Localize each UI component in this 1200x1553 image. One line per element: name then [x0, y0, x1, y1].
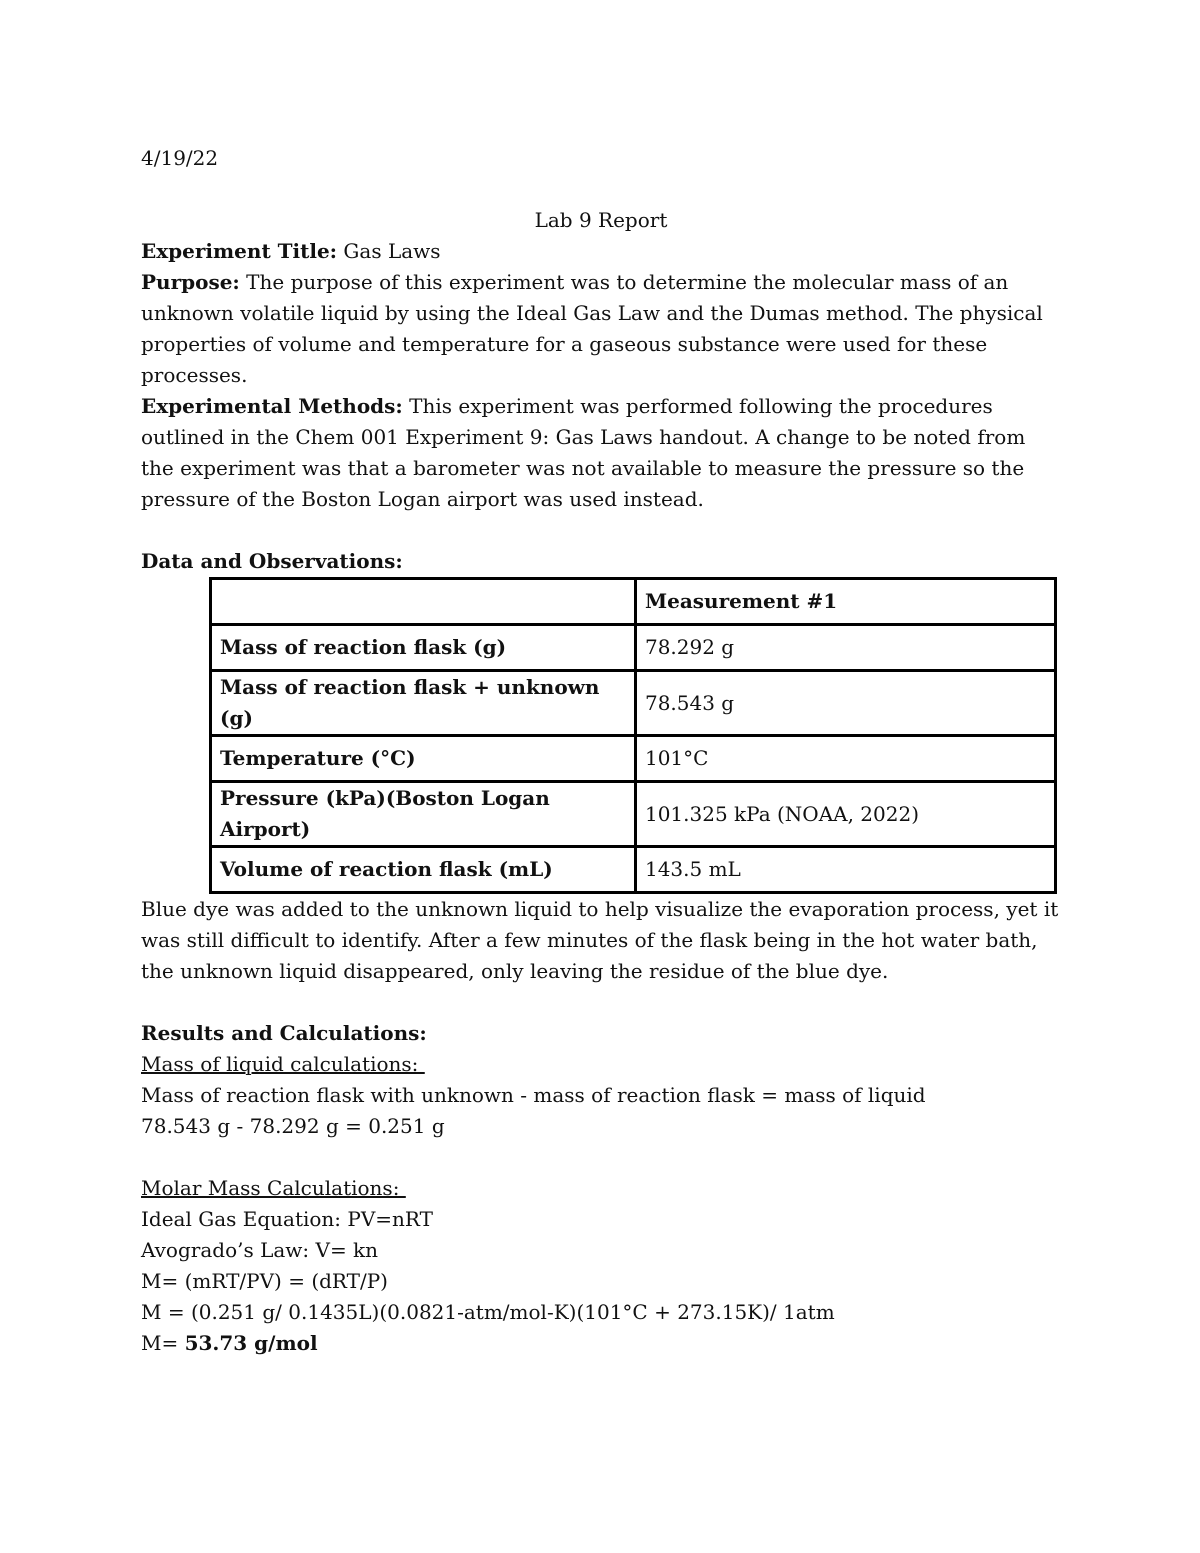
table-row	[211, 671, 1056, 736]
row-label: Mass of reaction flask (g)	[211, 625, 636, 671]
experiment-title	[141, 236, 1061, 267]
row-value: 101°C	[635, 736, 1055, 782]
molar-mass-result	[141, 1328, 1061, 1359]
ideal-gas-equation: Ideal Gas Equation: PV=nRT	[141, 1207, 433, 1231]
experiment-title-label: Experiment Title:	[141, 239, 338, 263]
row-value: 101.325 kPa (NOAA, 2022)	[635, 782, 1055, 847]
data-heading	[141, 546, 1061, 577]
table-header-row	[211, 579, 1056, 625]
row-label: Mass of reaction flask + unknown (g)	[211, 671, 636, 736]
report-title: Lab 9 Report	[534, 208, 668, 232]
molar-subheading: Molar Mass Calculations:	[141, 1176, 406, 1200]
mass-calculation: 78.543 g - 78.292 g = 0.251 g	[141, 1114, 445, 1138]
observation-paragraph: Blue dye was added to the unknown liquid to help visualize the evaporation process, yet it was still difficult to identify. After a few minutes of the flask being in the hot water bath, the unknown liquid disappeared, only leaving the residue of the blue dye.	[141, 897, 1059, 983]
table-row	[211, 625, 1056, 671]
experiment-title-value: Gas Laws	[337, 239, 441, 263]
purpose-label: Purpose:	[141, 270, 240, 294]
results-heading	[141, 1018, 1061, 1049]
row-label: Pressure (kPa)(Boston Logan Airport)	[211, 782, 636, 847]
table-header-cell: Measurement #1	[635, 579, 1055, 625]
purpose-text: The purpose of this experiment was to determine the molecular mass of an unknown volatile liquid by using the Ideal Gas Law and the Dumas method. The physical properties of volume and temperature for a gaseous substance were used for these processes.	[141, 270, 1043, 387]
mass-formula: Mass of reaction flask with unknown - mass of reaction flask = mass of liquid	[141, 1083, 926, 1107]
measurement-table	[209, 577, 1057, 894]
report-date: 4/19/22	[141, 146, 219, 170]
methods-paragraph	[141, 391, 1061, 515]
report-content	[141, 143, 1061, 1359]
table-header-cell	[211, 579, 636, 625]
methods-label: Experimental Methods:	[141, 394, 403, 418]
molar-mass-formula: M= (mRT/PV) = (dRT/P)	[141, 1269, 388, 1293]
result-prefix: M=	[141, 1331, 185, 1355]
table-row	[211, 847, 1056, 893]
molar-mass-calculation: M = (0.251 g/ 0.1435L)(0.0821-atm/mol-K)(101°C + 273.15K)/ 1atm	[141, 1300, 835, 1324]
avogadro-law: Avogrado’s Law: V= kn	[141, 1238, 379, 1262]
row-label: Volume of reaction flask (mL)	[211, 847, 636, 893]
results-heading-text: Results and Calculations:	[141, 1021, 427, 1045]
table-row	[211, 782, 1056, 847]
row-label: Temperature (°C)	[211, 736, 636, 782]
row-value: 78.292 g	[635, 625, 1055, 671]
row-value: 143.5 mL	[635, 847, 1055, 893]
methods-text: This experiment was performed following the procedures outlined in the Chem 001 Experiment 9: Gas Laws handout. A change to be noted from the experiment was that a barometer was not available to measure the pressure so the pressure of the Boston Logan airport was used instead.	[141, 394, 1026, 511]
data-heading-text: Data and Observations:	[141, 549, 403, 573]
row-value: 78.543 g	[635, 671, 1055, 736]
purpose-paragraph	[141, 267, 1061, 391]
table-row	[211, 736, 1056, 782]
result-value: 53.73 g/mol	[184, 1331, 318, 1355]
mass-subheading: Mass of liquid calculations:	[141, 1052, 425, 1076]
